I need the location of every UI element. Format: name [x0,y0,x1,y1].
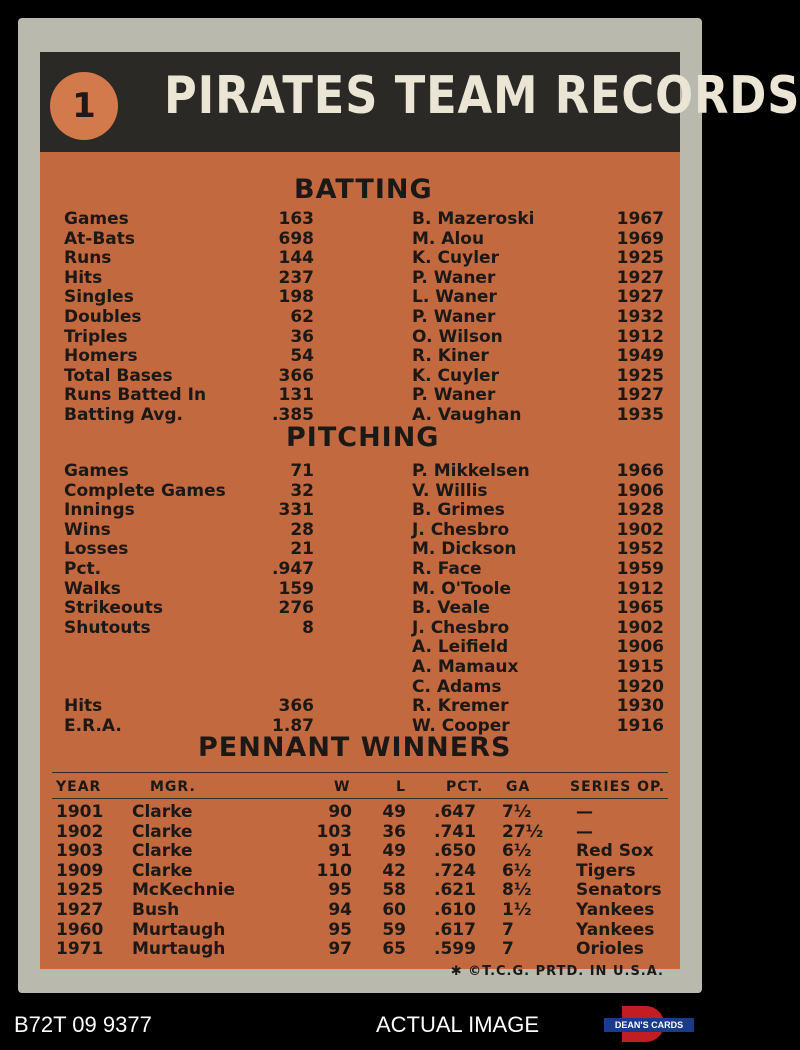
stat-label: Pct. [64,559,102,579]
stat-value: 198 [278,287,314,308]
record-year: 1927 [616,267,664,288]
record-year: 1915 [616,657,664,677]
pennant-wins: 95 [328,919,352,940]
record-year: 1912 [616,578,664,599]
copyright-footer: ✱ ©T.C.G. PRTD. IN U.S.A. [450,964,664,979]
player-name: P. Waner [412,307,496,327]
inventory-code: B72T 09 9377 [14,1012,152,1037]
pennant-games-ahead: 7 [502,939,514,960]
pennant-series-opponent: Orioles [576,939,644,960]
stat-row [40,637,680,657]
stat-label: Wins [64,519,111,540]
player-name: O. Wilson [412,326,503,347]
pennant-series-opponent: — [576,821,593,842]
player-name: L. Waner [412,287,497,308]
pennant-row [40,939,680,959]
pennant-losses: 36 [382,821,406,842]
pennant-pct: .599 [434,939,476,960]
stat-row [40,385,680,405]
stat-value: 1.87 [272,715,314,736]
trading-card-back [18,18,800,993]
pennant-row [40,822,680,842]
pennant-pct: .621 [434,880,476,901]
records-panel [40,152,680,979]
stat-value: 237 [278,267,314,288]
stat-value: 276 [278,598,314,619]
stat-row [40,618,680,638]
stat-row [40,287,680,307]
player-name: J. Chesbro [412,519,510,540]
stat-value: 163 [278,209,314,229]
record-year: 1920 [616,676,664,697]
pennant-series-opponent: Yankees [576,900,655,920]
stat-label: E.R.A. [64,715,122,736]
logo-text: DEAN'S CARDS [614,1020,684,1030]
player-name: B. Grimes [412,500,505,521]
stat-label: Runs Batted In [64,385,207,406]
stat-value: 131 [278,385,314,406]
stat-label: Walks [64,578,121,599]
pennant-manager: Bush [132,900,180,920]
stat-row [40,598,680,618]
record-year: 1932 [616,307,664,327]
stat-value: 144 [278,248,314,269]
stat-row [40,539,680,559]
pennant-manager: Clarke [132,821,193,842]
pennant-losses: 42 [382,860,406,881]
player-name: P. Waner [412,267,496,288]
pennant-manager: Clarke [132,860,193,881]
pennant-series-opponent: Tigers [576,860,636,881]
record-year: 1902 [616,617,664,638]
stat-row [40,307,680,327]
pennant-losses: 60 [382,900,406,920]
pennant-losses: 65 [382,939,406,960]
record-year: 1949 [616,346,664,367]
stat-label: Shutouts [64,617,151,638]
pennant-wins: 90 [328,802,352,822]
stat-label: Games [64,461,129,481]
pennant-games-ahead: 6½ [502,860,532,881]
stat-value: 71 [290,461,314,481]
pennant-manager: Murtaugh [132,939,226,960]
record-year: 1935 [616,405,664,425]
stat-value: 28 [290,519,314,540]
pennant-header-divider [52,798,668,799]
pennant-wins: 94 [328,900,352,920]
pennant-series-opponent: Yankees [576,919,655,940]
card-number-badge: 1 [50,72,118,140]
stat-value: 366 [278,696,314,717]
player-name: R. Face [412,559,482,579]
actual-image-caption: ACTUAL IMAGE [376,1012,539,1037]
pennant-year: 1960 [56,919,104,940]
stat-row [40,520,680,540]
pennant-manager: Clarke [132,802,193,822]
stat-label: Losses [64,539,129,560]
player-name: A. Mamaux [412,657,519,677]
pennant-year: 1902 [56,821,104,842]
stat-row [40,500,680,520]
record-year: 1966 [616,461,664,481]
pennant-year: 1903 [56,841,104,862]
pennant-wins: 97 [328,939,352,960]
stat-label: Total Bases [64,365,173,386]
record-year: 1965 [616,598,664,619]
player-name: K. Cuyler [412,248,499,269]
col-series: SERIES OP. [570,779,666,795]
stat-label: At-Bats [64,228,136,249]
pennant-games-ahead: 6½ [502,841,532,862]
player-name: R. Kiner [412,346,489,367]
stat-row [40,461,680,481]
stat-label: Homers [64,346,138,367]
stat-row [40,229,680,249]
record-year: 1906 [616,637,664,658]
pennant-games-ahead: 1½ [502,900,532,920]
stat-label: Singles [64,287,134,308]
stat-value: 36 [290,326,314,347]
pennant-row [40,880,680,900]
player-name: A. Vaughan [412,405,522,425]
stat-label: Complete Games [64,480,226,501]
pennant-series-opponent: Senators [576,880,662,901]
pennant-losses: 49 [382,841,406,862]
col-mgr: MGR. [150,779,196,795]
stat-row [40,327,680,347]
batting-heading: BATTING [294,174,433,205]
stat-label: Triples [64,326,128,347]
record-year: 1930 [616,696,664,717]
pennant-column-headers [40,779,680,799]
stat-row [40,657,680,677]
pennant-wins: 95 [328,880,352,901]
stat-label: Innings [64,500,135,521]
stat-row [40,366,680,386]
pennant-row [40,861,680,881]
card-title: PIRATES TEAM RECORDS [164,66,800,126]
player-name: P. Waner [412,385,496,406]
pennant-pct: .650 [434,841,476,862]
stat-row [40,579,680,599]
pennant-year: 1925 [56,880,104,901]
pennant-pct: .610 [434,900,476,920]
pennant-row [40,920,680,940]
pennant-pct: .741 [434,821,476,842]
record-year: 1952 [616,539,664,560]
stat-row [40,696,680,716]
pennant-pct: .617 [434,919,476,940]
pennant-year: 1971 [56,939,104,960]
record-year: 1959 [616,559,664,579]
pennant-pct: .647 [434,802,476,822]
player-name: M. O'Toole [412,578,512,599]
pennant-pct: .724 [434,860,476,881]
pennant-losses: 59 [382,919,406,940]
record-year: 1912 [616,326,664,347]
stat-row [40,559,680,579]
player-name: B. Mazeroski [412,209,535,229]
player-name: J. Chesbro [412,617,510,638]
stat-value: 21 [290,539,314,560]
pennant-year: 1901 [56,802,104,822]
stat-row [40,346,680,366]
pennant-series-opponent: Red Sox [576,841,654,862]
player-name: B. Veale [412,598,490,619]
record-year: 1925 [616,365,664,386]
pennant-games-ahead: 8½ [502,880,532,901]
pennant-manager: Clarke [132,841,193,862]
pennant-wins: 91 [328,841,352,862]
stat-row [40,677,680,697]
player-name: W. Cooper [412,715,510,736]
stat-value: 62 [290,307,314,327]
stat-value: 54 [290,346,314,367]
player-name: R. Kremer [412,696,509,717]
col-ga: GA [506,779,531,795]
stat-row [40,268,680,288]
stat-label: Batting Avg. [64,405,183,425]
record-year: 1916 [616,715,664,736]
col-pct: PCT. [446,779,484,795]
player-name: M. Dickson [412,539,517,560]
col-w: W [334,779,351,795]
pennant-year: 1927 [56,900,104,920]
pennant-games-ahead: 7 [502,919,514,940]
stat-value: .947 [272,559,314,579]
pennant-wins: 103 [316,821,352,842]
pennant-row [40,802,680,822]
pennant-losses: 58 [382,880,406,901]
stat-row [40,481,680,501]
record-year: 1967 [616,209,664,229]
stat-value: .385 [272,405,314,425]
stat-row [40,248,680,268]
stat-label: Games [64,209,129,229]
stat-label: Runs [64,248,112,269]
pennant-losses: 49 [382,802,406,822]
player-name: V. Willis [412,480,488,501]
record-year: 1906 [616,480,664,501]
record-year: 1969 [616,228,664,249]
col-l: L [396,779,406,795]
record-year: 1928 [616,500,664,521]
stat-value: 331 [278,500,314,521]
stat-label: Hits [64,267,103,288]
pennant-row [40,900,680,920]
pennant-heading: PENNANT WINNERS [198,732,512,763]
pennant-year: 1909 [56,860,104,881]
stat-value: 366 [278,365,314,386]
pennant-top-divider [52,772,668,773]
pennant-games-ahead: 27½ [502,821,544,842]
stat-value: 8 [302,617,314,638]
stat-value: 698 [278,228,314,249]
pitching-heading: PITCHING [286,422,440,453]
card-header [40,52,800,152]
col-year: YEAR [56,779,102,795]
pennant-manager: McKechnie [132,880,236,901]
stat-value: 159 [278,578,314,599]
record-year: 1925 [616,248,664,269]
stat-row [40,209,680,229]
pennant-wins: 110 [316,860,352,881]
record-year: 1927 [616,287,664,308]
stat-label: Strikeouts [64,598,163,619]
deans-cards-logo [604,1006,694,1042]
stat-label: Doubles [64,307,142,327]
pennant-series-opponent: — [576,802,593,822]
record-year: 1902 [616,519,664,540]
player-name: K. Cuyler [412,365,499,386]
pennant-manager: Murtaugh [132,919,226,940]
player-name: M. Alou [412,228,485,249]
player-name: P. Mikkelsen [412,461,530,481]
player-name: C. Adams [412,676,502,697]
player-name: A. Leifield [412,637,509,658]
pennant-games-ahead: 7½ [502,802,532,822]
stat-label: Hits [64,696,103,717]
record-year: 1927 [616,385,664,406]
stat-value: 32 [290,480,314,501]
pennant-row [40,841,680,861]
